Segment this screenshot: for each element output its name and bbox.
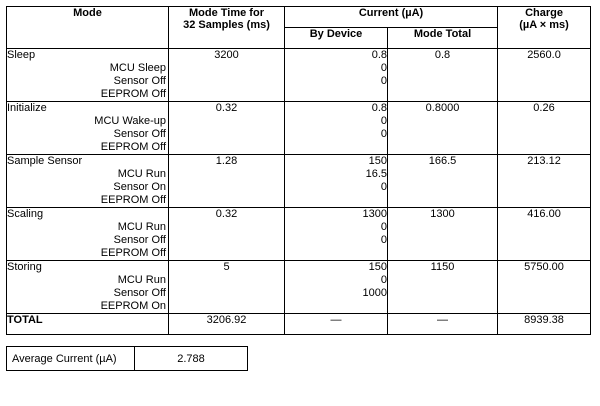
by-device-value: 0: [380, 128, 387, 140]
row-mode-time: 0.32: [169, 208, 285, 261]
table-row: [7, 155, 591, 208]
header-charge-line2: (µA × ms): [519, 19, 569, 31]
device-line: EEPROM Off: [100, 247, 166, 259]
device-line: MCU Run: [117, 168, 166, 180]
header-mode-total: Mode Total: [388, 28, 498, 49]
row-mode-time: 3200: [169, 49, 285, 102]
table-row: [7, 261, 591, 314]
device-line: MCU Wake-up: [94, 115, 166, 127]
by-device-value: 0.8: [371, 102, 387, 114]
table-header: [7, 7, 591, 49]
by-device-value: 0: [380, 115, 387, 127]
header-mode-time-line1: Mode Time for: [189, 7, 264, 19]
row-mode-total: 0.8: [388, 49, 498, 102]
device-line: EEPROM On: [100, 300, 166, 312]
average-current-table: [6, 346, 248, 371]
row-mode-time: 1.28: [169, 155, 285, 208]
header-mode-time: [169, 7, 285, 49]
total-mode-time: 3206.92: [169, 314, 285, 335]
header-mode: Mode: [7, 7, 169, 49]
row-mode-total: 166.5: [388, 155, 498, 208]
device-line: Sensor Off: [113, 287, 166, 299]
row-by-device: [285, 261, 388, 314]
table-row: [7, 102, 591, 155]
device-line: Sensor Off: [113, 75, 166, 87]
average-current-value: 2.788: [135, 347, 248, 371]
row-mode-devices: [7, 221, 168, 260]
device-line: Sensor On: [113, 181, 166, 193]
row-mode-cell: [7, 155, 169, 208]
row-mode-total: 0.8000: [388, 102, 498, 155]
row-mode-cell: [7, 49, 169, 102]
row-charge: 5750.00: [498, 261, 591, 314]
by-device-value: 150: [368, 155, 387, 167]
row-charge: 2560.0: [498, 49, 591, 102]
header-row-1: [7, 7, 591, 28]
row-mode-total: 1300: [388, 208, 498, 261]
by-device-value: 0: [380, 62, 387, 74]
by-device-value: 0: [380, 181, 387, 193]
total-charge: 8939.38: [498, 314, 591, 335]
row-by-device: [285, 49, 388, 102]
table-row: [7, 49, 591, 102]
by-device-value: 16.5: [365, 168, 387, 180]
by-device-value: 0: [380, 274, 387, 286]
row-mode-cell: [7, 102, 169, 155]
device-line: MCU Run: [117, 274, 166, 286]
row-mode-cell: [7, 261, 169, 314]
row-mode-title: Sample Sensor: [7, 155, 83, 167]
row-by-device: [285, 102, 388, 155]
by-device-value: 0: [380, 234, 387, 246]
row-by-device: [285, 208, 388, 261]
device-line: EEPROM Off: [100, 141, 166, 153]
by-device-value: 0: [380, 75, 387, 87]
power-budget-table: [6, 6, 591, 335]
header-mode-time-line2: 32 Samples (ms): [183, 19, 270, 31]
row-by-device: [285, 155, 388, 208]
row-mode-title: Sleep: [7, 49, 36, 61]
row-mode-title: Initialize: [7, 102, 47, 114]
table-row: [7, 208, 591, 261]
document-body: [6, 6, 594, 371]
device-line: EEPROM Off: [100, 194, 166, 206]
device-line: EEPROM Off: [100, 88, 166, 100]
by-device-value: 150: [368, 261, 387, 273]
total-mode-total: —: [388, 314, 498, 335]
header-charge-line1: Charge: [525, 7, 563, 19]
device-line: Sensor Off: [113, 234, 166, 246]
header-current-group: Current (µA): [285, 7, 498, 28]
row-mode-devices: [7, 274, 168, 313]
row-mode-time: 5: [169, 261, 285, 314]
row-mode-title: Storing: [7, 261, 42, 273]
total-by-device: —: [285, 314, 388, 335]
row-charge: 416.00: [498, 208, 591, 261]
device-line: Sensor Off: [113, 128, 166, 140]
header-by-device: By Device: [285, 28, 388, 49]
row-mode-devices: [7, 168, 168, 207]
row-charge: 213.12: [498, 155, 591, 208]
device-line: MCU Sleep: [109, 62, 166, 74]
device-line: MCU Run: [117, 221, 166, 233]
row-mode-devices: [7, 62, 168, 101]
row-charge: 0.26: [498, 102, 591, 155]
row-mode-cell: [7, 208, 169, 261]
by-device-value: 0: [380, 221, 387, 233]
row-mode-devices: [7, 115, 168, 154]
by-device-value: 1300: [362, 208, 387, 220]
total-label: TOTAL: [7, 314, 169, 335]
average-row: [7, 347, 248, 371]
header-charge: [498, 7, 591, 49]
row-mode-time: 0.32: [169, 102, 285, 155]
by-device-value: 0.8: [371, 49, 387, 61]
total-row: [7, 314, 591, 335]
average-current-label: Average Current (µA): [7, 347, 135, 371]
row-mode-total: 1150: [388, 261, 498, 314]
row-mode-title: Scaling: [7, 208, 44, 220]
table-body: [7, 49, 591, 335]
by-device-value: 1000: [362, 287, 387, 299]
